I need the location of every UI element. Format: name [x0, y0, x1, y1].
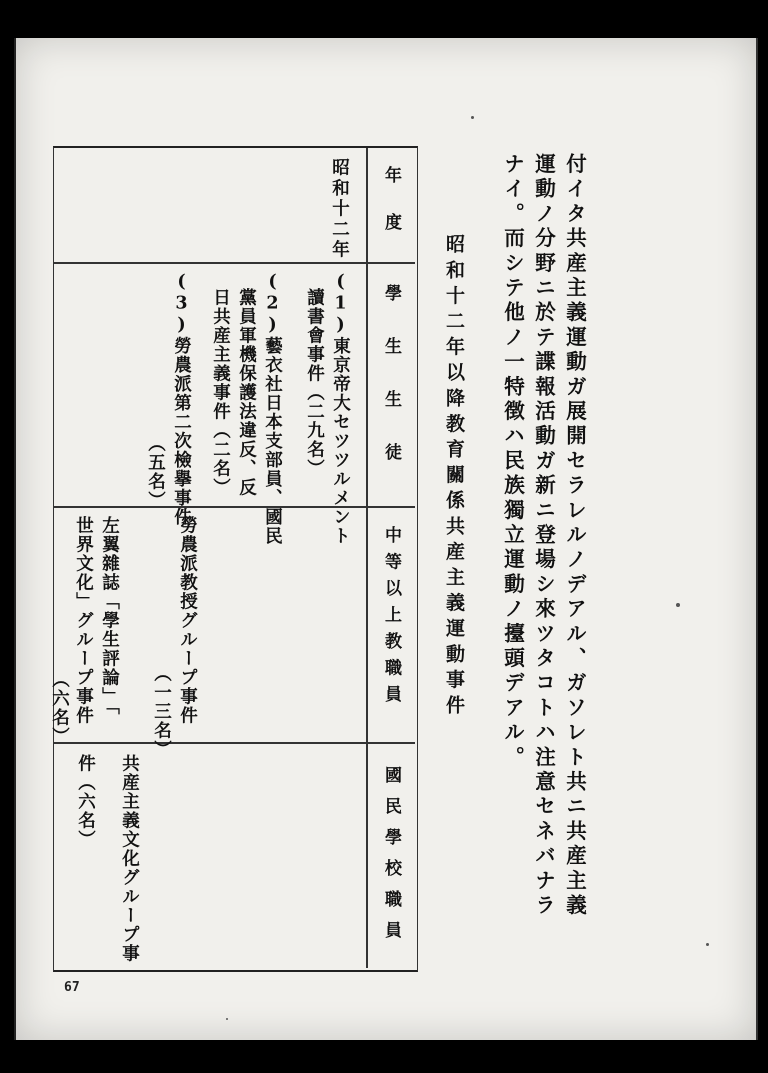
scan-speck [676, 603, 680, 607]
students-line-3: (2)藝衣社日本支部員、國民 [262, 272, 283, 546]
document-page [14, 38, 758, 1040]
row-separator-teachers [54, 742, 415, 744]
students-line-4: 黨員軍機保護法違反、反 [236, 288, 257, 497]
header-teachers: 中等以上教職員 [381, 526, 401, 712]
page-number: 67 [64, 980, 80, 995]
students-line-7: （五名） [145, 434, 166, 510]
elementary-line-1: 共産主義文化グループ事 [119, 754, 140, 963]
teachers-line-5: （六名） [49, 670, 70, 746]
students-line-6: (3)勞農派第二次檢擧事件 [171, 272, 192, 527]
body-line-3: ナイ。而シテ他ノ一特徴ハ民族獨立運動ノ擡頭デアル。 [500, 153, 525, 771]
row-separator-year [54, 262, 415, 264]
elementary-line-2: 件（六名） [75, 754, 96, 849]
teachers-line-2: （一三名） [151, 664, 172, 759]
row-separator-students [54, 506, 415, 508]
header-elementary: 國民學校職員 [381, 766, 401, 952]
teachers-line-3: 左翼雜誌「學生評論」「 [99, 516, 120, 717]
year-cell: 昭和十二年 [329, 158, 350, 261]
body-line-2: 運動ノ分野ニ於テ諜報活動ガ新ニ登場シ來ツタコトハ注意セネバナラ [531, 153, 556, 919]
incident-table [49, 146, 418, 972]
students-line-1: (1)東京帝大セツツルメント [330, 272, 351, 546]
header-separator [366, 148, 368, 968]
body-line-1: 付イタ共産主義運動ガ展開セラレルノデアル、ガソレト共ニ共産主義 [562, 153, 587, 919]
header-year: 年度 [381, 166, 401, 260]
students-line-5: 日共産主義事件（二名） [210, 288, 231, 497]
teachers-line-1: 勞農派教授グループ事件 [177, 516, 198, 725]
scan-speck [226, 1018, 228, 1020]
section-heading: 昭和十二年以降教育關係共産主義運動事件 [443, 234, 465, 721]
header-students: 學生生徒 [381, 284, 401, 496]
students-line-2: 讀書會事件（二九名） [304, 288, 325, 478]
scan-speck [471, 116, 474, 119]
teachers-line-4: 世界文化」グループ事件 [73, 516, 94, 725]
scan-speck [706, 943, 709, 946]
